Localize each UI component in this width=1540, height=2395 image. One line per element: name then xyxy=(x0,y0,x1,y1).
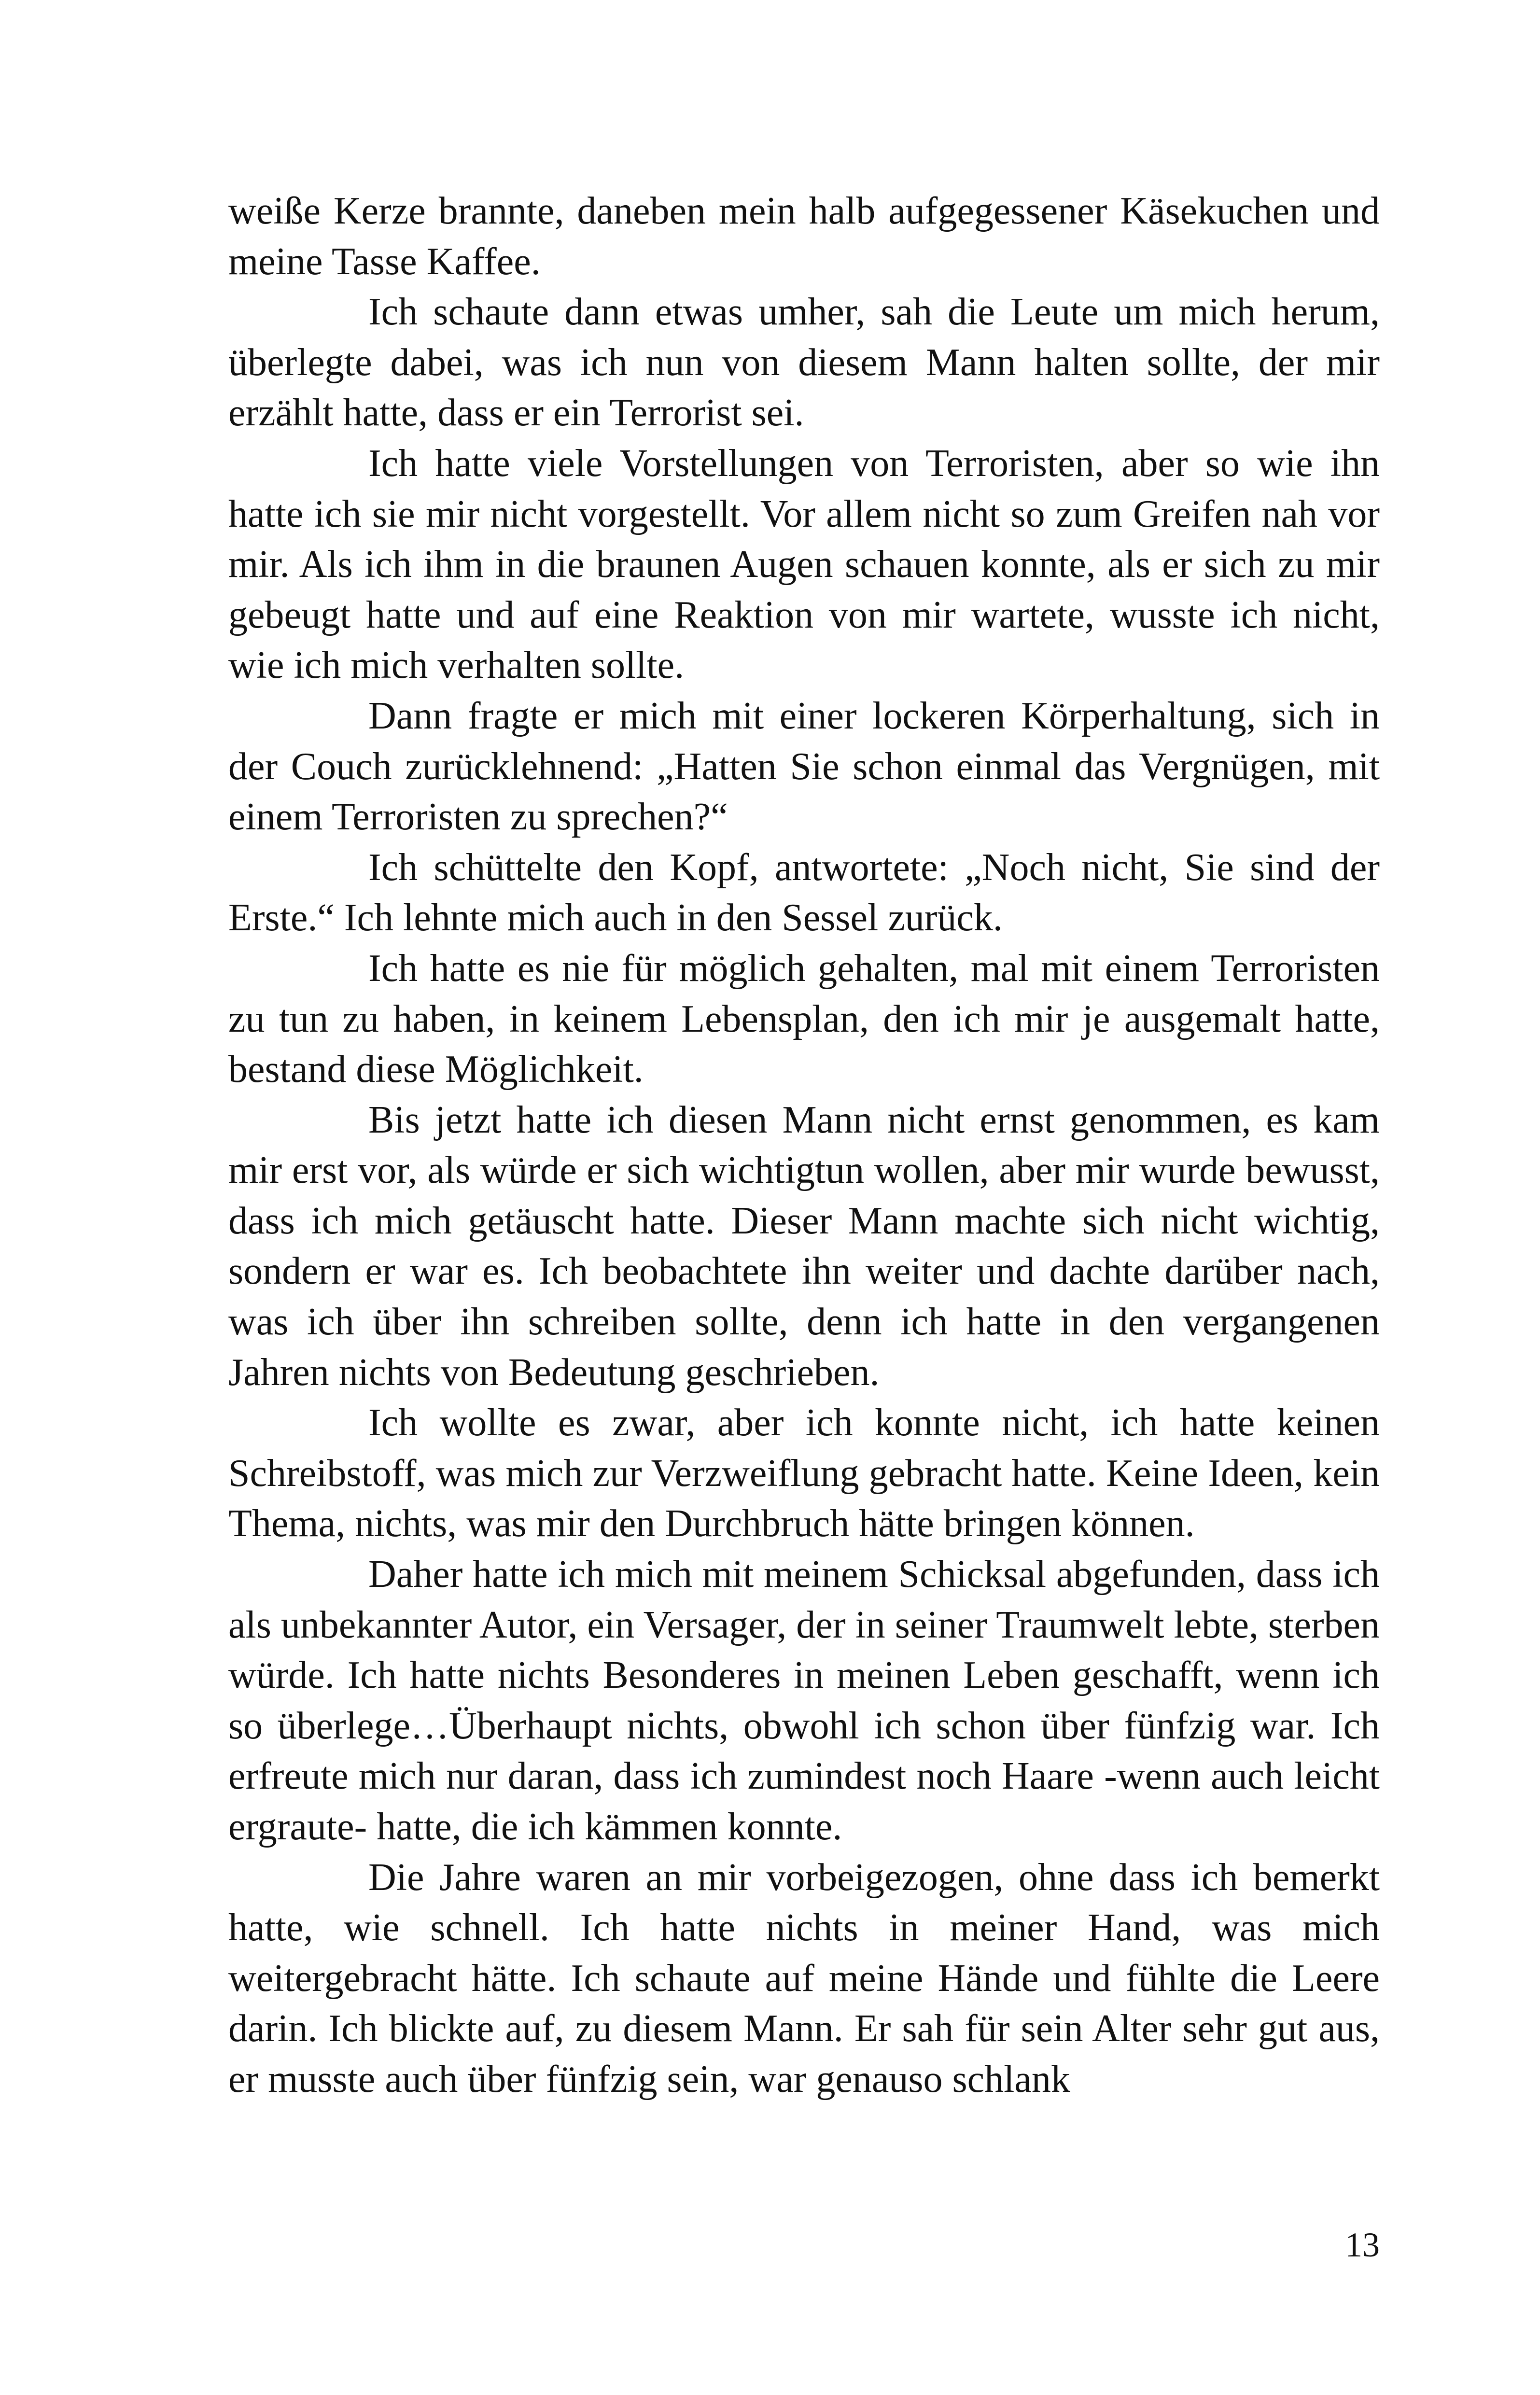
paragraph: Ich schüttelte den Kopf, antwortete: „Noch nicht, Sie sind der Erste.“ Ich lehnte mich auch in den Sessel zurück. xyxy=(228,846,1380,939)
page-number: 13 xyxy=(1345,2226,1380,2264)
paragraph: Daher hatte ich mich mit meinem Schicksal abgefunden, dass ich als unbekannter Autor, ein Versager, der in seiner Traumwelt lebte, sterben würde. Ich hatte nichts Besonderes in meinen Leben geschafft, wenn ich so überlege…Überhaupt nichts, obwohl ich schon über fünfzig war. Ich erfreute mich nur daran, dass ich zumindest noch Haare -wenn auch leicht ergraute- hatte, die ich kämmen konnte. xyxy=(228,1553,1380,1848)
body-text xyxy=(228,186,1380,2105)
paragraph: Die Jahre waren an mir vorbeigezogen, ohne dass ich bemerkt hatte, wie schnell. Ich hatte nichts in meiner Hand, was mich weitergebracht hätte. Ich schaute auf meine Hände und fühlte die Leere darin. Ich blickte auf, zu diesem Mann. Er sah für sein Alter sehr gut aus, er musste auch über fünfzig sein, war genauso schlank xyxy=(228,1856,1380,2101)
paragraph: Ich schaute dann etwas umher, sah die Leute um mich herum, überlegte dabei, was ich nun von diesem Mann halten sollte, der mir erzählt hatte, dass er ein Terrorist sei. xyxy=(228,291,1380,434)
paragraph: Ich wollte es zwar, aber ich konnte nicht, ich hatte keinen Schreibstoff, was mich zur Verzweiflung gebracht hatte. Keine Ideen, kein Thema, nichts, was mir den Durchbruch hätte bringen können. xyxy=(228,1401,1380,1545)
paragraph: Dann fragte er mich mit einer lockeren Körperhaltung, sich in der Couch zurücklehnend: „Hatten Sie schon einmal das Vergnügen, mit einem Terroristen zu sprechen?“ xyxy=(228,694,1380,839)
paragraph: Ich hatte es nie für möglich gehalten, mal mit einem Terroristen zu tun zu haben, in keinem Lebensplan, den ich mir je ausgemalt hatte, bestand diese Möglichkeit. xyxy=(228,947,1380,1091)
paragraph: Ich hatte viele Vorstellungen von Terroristen, aber so wie ihn hatte ich sie mir nicht vorgestellt. Vor allem nicht so zum Greifen nah vor mir. Als ich ihm in die braunen Augen schauen konnte, als er sich zu mir gebeugt hatte und auf eine Reaktion von mir wartete, wusste ich nicht, wie ich mich verhalten sollte. xyxy=(228,442,1380,687)
paragraph: weiße Kerze brannte, daneben mein halb aufgegessener Käsekuchen und meine Tasse Kaffee. xyxy=(228,190,1380,283)
paragraph: Bis jetzt hatte ich diesen Mann nicht ernst genommen, es kam mir erst vor, als würde er sich wichtigtun wollen, aber mir wurde bewusst, dass ich mich getäuscht hatte. Dieser Mann machte sich nicht wichtig, sondern er war es. Ich beobachtete ihn weiter und dachte darüber nach, was ich über ihn schreiben sollte, denn ich hatte in den vergangenen Jahren nichts von Bedeutung geschrieben. xyxy=(228,1098,1380,1394)
